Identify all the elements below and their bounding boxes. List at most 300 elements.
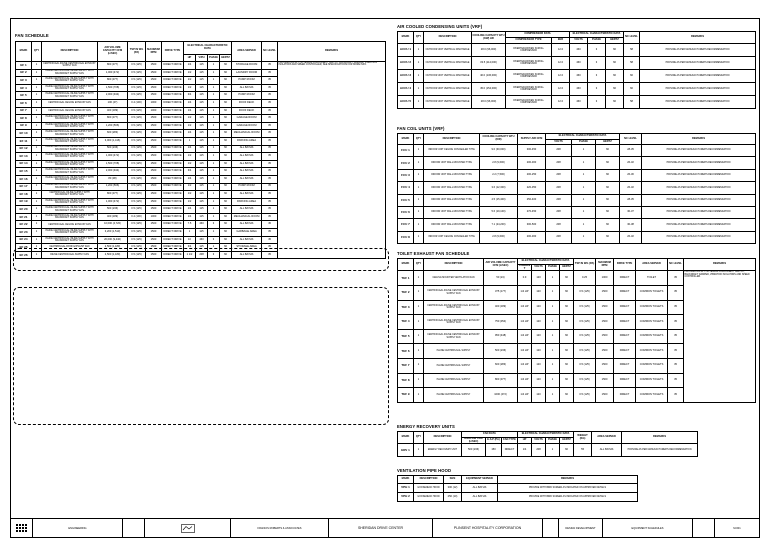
fan-cell: 1 — [184, 229, 196, 237]
fan-cell: PARKING AREA — [232, 198, 262, 206]
tef-cell: TEF 5 — [398, 329, 414, 344]
fan-cell: 60 — [220, 175, 232, 183]
tef-cell: 1/4 HP — [518, 344, 532, 359]
tef-col-current: CURRENT — [518, 264, 531, 270]
acu-cell: 12.0 — [552, 44, 570, 57]
fan-cell: DIRECT DRIVE — [162, 236, 184, 244]
erv-col-remarks: REMARKS — [622, 432, 698, 444]
tef-cell: 1 — [414, 373, 424, 388]
tef-col-rpm: MAXIMUM RPM — [596, 259, 614, 271]
fan-cell: 0.4 (100) — [128, 99, 146, 107]
fan-cell: 1,200 (566) — [98, 122, 128, 130]
tef-col-nc: NC LEVEL — [668, 259, 684, 271]
fcu-cell: 208 — [546, 219, 572, 231]
fan-cell: DIRECT DRIVE — [162, 213, 184, 221]
fan-cell: 1 — [32, 168, 42, 176]
fcu-cell: INDOOR UNIT WALL MOUNTED TYPE — [424, 157, 480, 169]
fan-cell: 2,500 (1,180) — [98, 244, 128, 252]
fan-cell: INLINE CENTRIFUGAL INLINE SUPPLY WITH BACKDRAFT SUPPLY FAN — [42, 137, 98, 145]
fan-cell: 3 — [208, 251, 220, 259]
tef-cell: 1 — [546, 286, 560, 301]
erv-cell: 1 — [414, 444, 424, 457]
acu-cell: PROVIDE AS PER MANUFACTURER'S RECOMMENDATION — [640, 83, 756, 96]
fcu-cell: FCU 1 — [398, 145, 414, 157]
acu-cell: 60 — [606, 70, 624, 83]
fan-cell: 800 (377) — [98, 62, 128, 70]
fan-cell: 115 — [196, 69, 208, 77]
tef-cell: 50 (24) — [484, 271, 518, 286]
acu-col-compressor: COMPRESSOR DATA — [506, 32, 570, 38]
fcu-cell: FCU 8 — [398, 231, 414, 243]
fan-cell: 1000 — [146, 107, 162, 115]
tef-col-qty: QTY — [414, 259, 424, 271]
fcu-cell: 208 — [546, 145, 572, 157]
fan-cell: 20,000 (9,440) — [98, 236, 128, 244]
fan-cell: 1 — [208, 77, 220, 85]
fcu-col-hertz: HERTZ — [596, 140, 620, 145]
fan-cell: EF 7 — [16, 107, 32, 115]
tef-col-electrical: ELECTRICAL CHARACTERISTIC DATA — [518, 259, 574, 265]
tef-col-drive: DRIVE TYPE — [614, 259, 636, 271]
tef-cell: 1000 — [596, 271, 614, 286]
tef-cell: 35 — [668, 359, 684, 374]
fan-cell: 10 — [184, 236, 196, 244]
fan-schedule-title: FAN SCHEDULE — [15, 33, 49, 38]
acu-cell: INVERTER-DRIVEN SCROLL COMPRESSOR — [506, 83, 552, 96]
fcu-cell: 60 — [596, 145, 620, 157]
fan-cell: 35 — [262, 145, 278, 153]
fan-cell: 60 — [220, 160, 232, 168]
fan-cell: 1 — [208, 115, 220, 123]
tef-col-hertz: HERTZ — [560, 265, 574, 271]
tef-col-mark: MARK — [398, 259, 414, 271]
fan-col-air-volume: AIR VOLUME CAPACITY CFM (L/SEC) — [98, 42, 128, 62]
fan-cell: MECHANICAL ROOM — [232, 130, 262, 138]
fan-col-mark: MARK — [16, 42, 32, 62]
tef-cell: DIRECT — [614, 344, 636, 359]
fan-cell: 1,000 (472) — [98, 198, 128, 206]
tef-cell: 120 — [532, 344, 546, 359]
fan-cell: 1 — [208, 153, 220, 161]
fan-cell: 1 — [208, 206, 220, 214]
fcu-cell: 1 — [414, 219, 424, 231]
fan-cell: 2,500 (1,180) — [98, 251, 128, 259]
fan-cell: PUMP ROOM — [232, 77, 262, 85]
fan-cell: 0.5 (125) — [128, 175, 146, 183]
tef-cell: TEF 3 — [398, 300, 414, 315]
fan-cell: 1500 — [146, 221, 162, 229]
erv-cell: 208 — [532, 444, 546, 457]
tef-cell: 1 — [546, 388, 560, 403]
fan-col-qty: QTY — [32, 42, 42, 62]
tef-cell: 1500 — [596, 359, 614, 374]
tef-cell: COMMON TOILETS — [636, 344, 668, 359]
fan-cell: 60 — [220, 221, 232, 229]
erv-col-area: AREA SERVED — [592, 432, 622, 444]
acu-cell: INVERTER-DRIVEN SCROLL COMPRESSOR — [506, 44, 552, 57]
acu-col-description: DESCRIPTION — [424, 32, 472, 44]
fan-cell: EF 10 — [16, 130, 32, 138]
tef-cell: 120 — [532, 315, 546, 330]
fcu-col-mark: MARK — [398, 134, 414, 145]
fan-cell: 0.5 (125) — [128, 244, 146, 252]
fcu-cell: 28-35 — [620, 194, 642, 206]
fan-cell: ALL BATHS — [232, 175, 262, 183]
fcu-row — [398, 194, 756, 206]
fcu-cell: 4.5 (15,400) — [480, 194, 518, 206]
erv-cell: 60 — [560, 444, 574, 457]
fcu-cell: 1 — [414, 182, 424, 194]
fan-cell: 0.5 (125) — [128, 236, 146, 244]
fan-cell: 115 — [196, 130, 208, 138]
fan-cell: 60 — [220, 236, 232, 244]
fan-cell: 35 — [262, 244, 278, 252]
fcu-col-remarks: REMARKS — [642, 134, 756, 145]
fan-cell: 115 — [196, 244, 208, 252]
vph-cell: 300 (12) — [444, 484, 462, 493]
fcu-cell: 5.6 (19,100) — [480, 206, 518, 218]
acu-col-volts: VOLTS — [570, 38, 588, 44]
fan-cell: 1/4 — [184, 99, 196, 107]
fan-cell: 115 — [196, 183, 208, 191]
acu-cell: 1 — [414, 70, 424, 83]
fan-cell: DIRECT DRIVE — [162, 92, 184, 100]
tef-cell: TEF 8 — [398, 373, 414, 388]
vph-col-mark: MARK — [398, 476, 414, 484]
erv-cell: 55 — [574, 444, 592, 457]
fan-cell: 1/4 — [184, 213, 196, 221]
fan-cell: EF 14 — [16, 160, 32, 168]
tef-cell: 0.5 (125) — [574, 300, 596, 315]
fcu-cell: INDOOR UNIT WALL MOUNTED TYPE — [424, 219, 480, 231]
fan-cell: INLINE CENTRIFUGAL INLINE SUPPLY WITH BACKDRAFT SUPPLY FAN — [42, 77, 98, 85]
fan-cell: 1500 — [146, 160, 162, 168]
fan-cell: STORAGE ROOM — [232, 62, 262, 70]
fan-cell: 800 (377) — [98, 77, 128, 85]
tef-cell: 1 — [546, 329, 560, 344]
acu-cell: OUTDOOR UNIT VERTICAL DISCHARGE — [424, 83, 472, 96]
fan-cell: EF 19 — [16, 198, 32, 206]
erv-col-esp: E.S.P (PA) — [486, 438, 502, 444]
acu-cell: 60 — [606, 96, 624, 109]
tef-cell: 35 — [668, 329, 684, 344]
fan-cell: ALL BATHS — [232, 84, 262, 92]
fcu-cell: INDOOR UNIT WALL MOUNTED TYPE — [424, 206, 480, 218]
tef-cell: 0.9 — [518, 271, 532, 286]
fcu-col-electrical: ELECTRICAL CHARACTERISTIC DATA — [546, 134, 620, 140]
fan-col-electrical: ELECTRICAL CHARACTERISTIC DATA — [184, 42, 232, 55]
fan-cell: 1/4 — [184, 107, 196, 115]
fan-cell: 3,200 (1,510) — [98, 229, 128, 237]
fan-cell: 1 — [208, 213, 220, 221]
vent-schedule-title: VENTILATION PIPE HOOD — [397, 468, 452, 473]
fcu-cell: PROVIDE AS PER MANUFACTURER'S RECOMMENDATION — [642, 206, 756, 218]
fan-cell: 1/2 — [184, 77, 196, 85]
erv-col-mark: MARK — [398, 432, 414, 444]
fan-cell: 0.5 (125) — [128, 251, 146, 259]
fcu-cell: 7.1 (24,200) — [480, 219, 518, 231]
fan-cell: 1 — [32, 62, 42, 70]
fan-cell: 35 — [262, 69, 278, 77]
tef-col-air-volume: AIR VOLUME CAPACITY CFM (L/SEC) — [484, 259, 518, 271]
erv-col-hertz: HERTZ — [560, 438, 574, 444]
fcu-cell: 26-32 — [620, 182, 642, 194]
fcu-cell: 1 — [572, 169, 596, 181]
tef-cell: 0.5 (125) — [574, 359, 596, 374]
tef-cell: 60 — [560, 388, 574, 403]
tef-cell: 1 — [414, 315, 424, 330]
fcu-cell: INDOOR UNIT CEILING CONCEALED TYPE — [424, 145, 480, 157]
fan-cell: DIRECT DRIVE — [162, 175, 184, 183]
tef-cell: 1 — [414, 329, 424, 344]
consultant-name: ENGINEERING — [33, 519, 123, 537]
fan-cell: DIRECT DRIVE — [162, 99, 184, 107]
fan-cell: 1500 — [146, 69, 162, 77]
fan-cell: 1/4 — [184, 175, 196, 183]
fan-cell: 60 — [220, 130, 232, 138]
fan-cell: 1,500 (708) — [98, 84, 128, 92]
fan-cell: 35 — [262, 137, 278, 145]
fan-cell: 500 (236) — [98, 145, 128, 153]
fcu-cell: 60 — [596, 219, 620, 231]
tef-cell: 800 (377) — [484, 373, 518, 388]
fcu-cell: 208 — [546, 194, 572, 206]
fcu-schedule-table — [397, 133, 756, 244]
acu-cell: 33.5 (114,000) — [472, 57, 506, 70]
fan-cell: 1 — [208, 122, 220, 130]
tef-cell: COMMON TOILETS — [636, 329, 668, 344]
fan-cell: DIRECT DRIVE — [162, 77, 184, 85]
fan-cell: 1500 — [146, 62, 162, 70]
erv-col-fan-type: FAN TYPE — [502, 438, 518, 444]
fan-cell: 60 — [220, 137, 232, 145]
fan-cell: EF 18 — [16, 191, 32, 199]
fan-cell: 35 — [262, 92, 278, 100]
fcu-col-nc: NC LEVEL — [620, 134, 642, 145]
acu-col-phase: PHASE — [588, 38, 606, 44]
fan-cell: 1/2 — [184, 84, 196, 92]
fan-cell: 115 — [196, 168, 208, 176]
fan-cell: 1 — [32, 122, 42, 130]
fan-cell: 1 — [208, 92, 220, 100]
tef-cell: 1 — [414, 271, 424, 286]
fcu-cell: 200-300 — [518, 231, 546, 243]
fcu-cell: 26-32 — [620, 157, 642, 169]
fan-cell: EF 13 — [16, 153, 32, 161]
fan-cell: 1500 — [146, 251, 162, 259]
fan-cell: EF 12 — [16, 145, 32, 153]
tef-cell: 120 — [532, 359, 546, 374]
fcu-cell: 60 — [596, 231, 620, 243]
fan-cell: EF 22 — [16, 221, 32, 229]
fan-cell: CENTRIFUGAL CEILING EXHAUST FAN — [42, 99, 98, 107]
fcu-col-cooling: COOLING CAPACITY BTU (KW) — [480, 134, 518, 145]
tef-cell: 60 — [560, 286, 574, 301]
vph-row — [398, 493, 638, 502]
fan-cell: 1 — [208, 244, 220, 252]
fan-cell: 60 — [220, 244, 232, 252]
fan-cell: STORAGE AREA — [232, 244, 262, 252]
fan-cell: 80 (38) — [98, 175, 128, 183]
acu-row — [398, 44, 756, 57]
fan-cell: 1 — [208, 62, 220, 70]
tef-cell: TOILET — [636, 271, 668, 286]
fan-cell: 0.5 (125) — [128, 77, 146, 85]
tef-cell: 60 — [560, 359, 574, 374]
tef-cell: 1000 (472) — [484, 388, 518, 403]
tef-cell: 1 — [414, 359, 424, 374]
fan-col-phase: PHASE — [208, 55, 220, 62]
fcu-row — [398, 231, 756, 243]
fcu-col-supply-air: SUPPLY AIR CFM — [518, 134, 546, 145]
fan-cell: 0.5 (125) — [128, 84, 146, 92]
fan-cell: 0.5 (125) — [128, 92, 146, 100]
fan-schedule-table — [15, 41, 386, 259]
fan-cell: INLINE CENTRIFUGAL INLINE SUPPLY WITH BACKDRAFT SUPPLY FAN — [42, 153, 98, 161]
tef-cell: 120 — [532, 286, 546, 301]
tef-cell: COMMON TOILETS — [636, 373, 668, 388]
fan-cell: 1 — [208, 130, 220, 138]
fan-cell: EF 11 — [16, 137, 32, 145]
fan-cell: 0.5 (125) — [128, 137, 146, 145]
fan-cell: 600 (283) — [98, 130, 128, 138]
fan-cell: 500 (236) — [98, 206, 128, 214]
fcu-cell: 300-500 — [518, 219, 546, 231]
fan-cell: ALL BATHS — [232, 236, 262, 244]
fcu-cell: 220-350 — [518, 182, 546, 194]
acu-cell: 60 — [606, 44, 624, 57]
fan-col-remarks: REMARKS — [278, 42, 386, 62]
fan-cell: 60 — [220, 183, 232, 191]
fcu-cell: 2.8 (9,600) — [480, 157, 518, 169]
fan-cell: INLINE CENTRIFUGAL INLINE SUPPLY WITH BACKDRAFT SUPPLY FAN — [42, 92, 98, 100]
fan-cell: 1000 — [146, 213, 162, 221]
fan-cell: 1 — [32, 137, 42, 145]
fan-cell: 35 — [262, 62, 278, 70]
fan-cell: 60 — [220, 69, 232, 77]
acu-cell: 60 — [624, 70, 640, 83]
fan-cell: 3/4 — [184, 168, 196, 176]
fan-cell: 1 — [32, 92, 42, 100]
fan-remarks: PROVIDE FAN WITH INTEGRAL DISCONNECT SWITCH, BACKDRAFT DAMPER, VIBRATION ISOLATORS AND SPEED CONTROLLER, SEE SPECIFICATIONS FOR MORE INFO. — [278, 62, 386, 259]
fan-cell: 1/2 — [184, 122, 196, 130]
fan-cell: 0.4 (100) — [128, 213, 146, 221]
fcu-cell: 2.8 (9,600) — [480, 231, 518, 243]
tef-cell: 60 — [560, 329, 574, 344]
fan-cell: 35 — [262, 198, 278, 206]
fan-cell: 1 — [32, 221, 42, 229]
tef-cell: COMMON TOILETS — [636, 388, 668, 403]
fan-cell: 35 — [262, 213, 278, 221]
tef-cell: CEILING MOUNTED VENTILATION FAN — [424, 271, 484, 286]
tef-cell: 750 (354) — [484, 315, 518, 330]
tef-cell: 1/4 HP — [518, 329, 532, 344]
fcu-row — [398, 145, 756, 157]
acu-cell: OUTDOOR UNIT VERTICAL DISCHARGE — [424, 44, 472, 57]
fan-cell: 35 — [262, 99, 278, 107]
fcu-cell: FCU 6 — [398, 206, 414, 218]
fcu-cell: 1 — [572, 194, 596, 206]
erv-schedule-table — [397, 431, 698, 457]
fcu-col-volts: VOLTS — [546, 140, 572, 145]
fcu-row — [398, 169, 756, 181]
fcu-cell: 1 — [414, 231, 424, 243]
fan-cell: 115 — [196, 198, 208, 206]
fan-cell: DIRECT DRIVE — [162, 206, 184, 214]
acu-cell: PROVIDE AS PER MANUFACTURER'S RECOMMENDATION — [640, 44, 756, 57]
fcu-cell: FCU 5 — [398, 194, 414, 206]
fan-cell: 1 — [32, 69, 42, 77]
fan-cell: 35 — [262, 122, 278, 130]
tef-col-description: DESCRIPTION — [424, 259, 484, 271]
fcu-cell: 60 — [596, 194, 620, 206]
fan-cell: PUMP ROOM — [232, 183, 262, 191]
fan-cell: DIRECT DRIVE — [162, 69, 184, 77]
tef-cell: 35 — [668, 271, 684, 286]
erv-cell: 1/4 — [518, 444, 532, 457]
fan-cell: EF 16 — [16, 175, 32, 183]
acu-col-remarks: REMARKS — [640, 32, 756, 44]
firm-logo — [11, 519, 33, 537]
fcu-cell: FCU 4 — [398, 182, 414, 194]
fan-cell: 1/2 — [184, 191, 196, 199]
fcu-cell: 1 — [572, 145, 596, 157]
fcu-cell: PROVIDE AS PER MANUFACTURER'S RECOMMENDATION — [642, 231, 756, 243]
fan-cell: 45 — [262, 221, 278, 229]
fan-cell: 3/4 — [184, 244, 196, 252]
fcu-cell: 1 — [572, 206, 596, 218]
vph-row — [398, 484, 638, 493]
fan-cell: 35 — [262, 77, 278, 85]
fan-cell: EF 2 — [16, 69, 32, 77]
fan-cell: 1 — [208, 198, 220, 206]
tef-cell: 1500 — [596, 300, 614, 315]
tef-cell: 1 — [414, 344, 424, 359]
blank-cell-3 — [693, 519, 715, 537]
fan-cell: DIRECT DRIVE — [162, 62, 184, 70]
tef-cell: 60 — [560, 344, 574, 359]
fan-cell: 60 — [220, 213, 232, 221]
acu-cell: 3 — [588, 70, 606, 83]
fan-cell: ALL BATHS — [232, 153, 262, 161]
fan-cell: ALL BATHS — [232, 251, 262, 259]
tef-cell: INLINE CENTRIFUGAL SUPPLY — [424, 359, 484, 374]
fan-cell: 1500 — [146, 198, 162, 206]
acu-cell: 60 — [606, 83, 624, 96]
fan-cell: 1 — [208, 99, 220, 107]
acu-cell: 58 — [624, 57, 640, 70]
fan-cell: GARAGE ROOM — [232, 115, 262, 123]
tef-cell: 0.5 (125) — [574, 344, 596, 359]
fan-cell: 1 — [208, 145, 220, 153]
acu-row — [398, 70, 756, 83]
fan-col-nc: NC LEVEL — [262, 42, 278, 62]
tef-col-tsp: TSP IN WG (PA) — [574, 259, 596, 271]
fan-cell: 400 (189) — [98, 213, 128, 221]
erv-schedule-title: ENERGY RECOVERY UNITS — [397, 424, 455, 429]
fan-cell: 1500 — [146, 175, 162, 183]
vph-cell: PROVIDE WITH BIRD SCREEN AS INDICATED ON APPROVED DETAILS — [498, 493, 638, 502]
fan-cell: 60 — [220, 115, 232, 123]
fcu-cell: INDOOR UNIT CEILING CONCEALED TYPE — [424, 231, 480, 243]
erv-col-volts: VOLTS — [532, 438, 546, 444]
fcu-cell: FCU 3 — [398, 169, 414, 181]
tef-cell: CENTRIFUGAL INLINE CENTRIFUGAL EXHAUST SUPPLY FAN — [424, 300, 484, 315]
acu-cell: 460 — [570, 83, 588, 96]
acu-cell: 12.0 — [552, 83, 570, 96]
fan-cell: 0.5 (125) — [128, 221, 146, 229]
tef-remarks: PROVIDE FAN WITH INTEGRAL DISCONNECT SWITCH, BACKDRAFT DAMPER, VIBRATION ISOLATORS AND SPEED CONTROLLER. — [684, 271, 756, 402]
